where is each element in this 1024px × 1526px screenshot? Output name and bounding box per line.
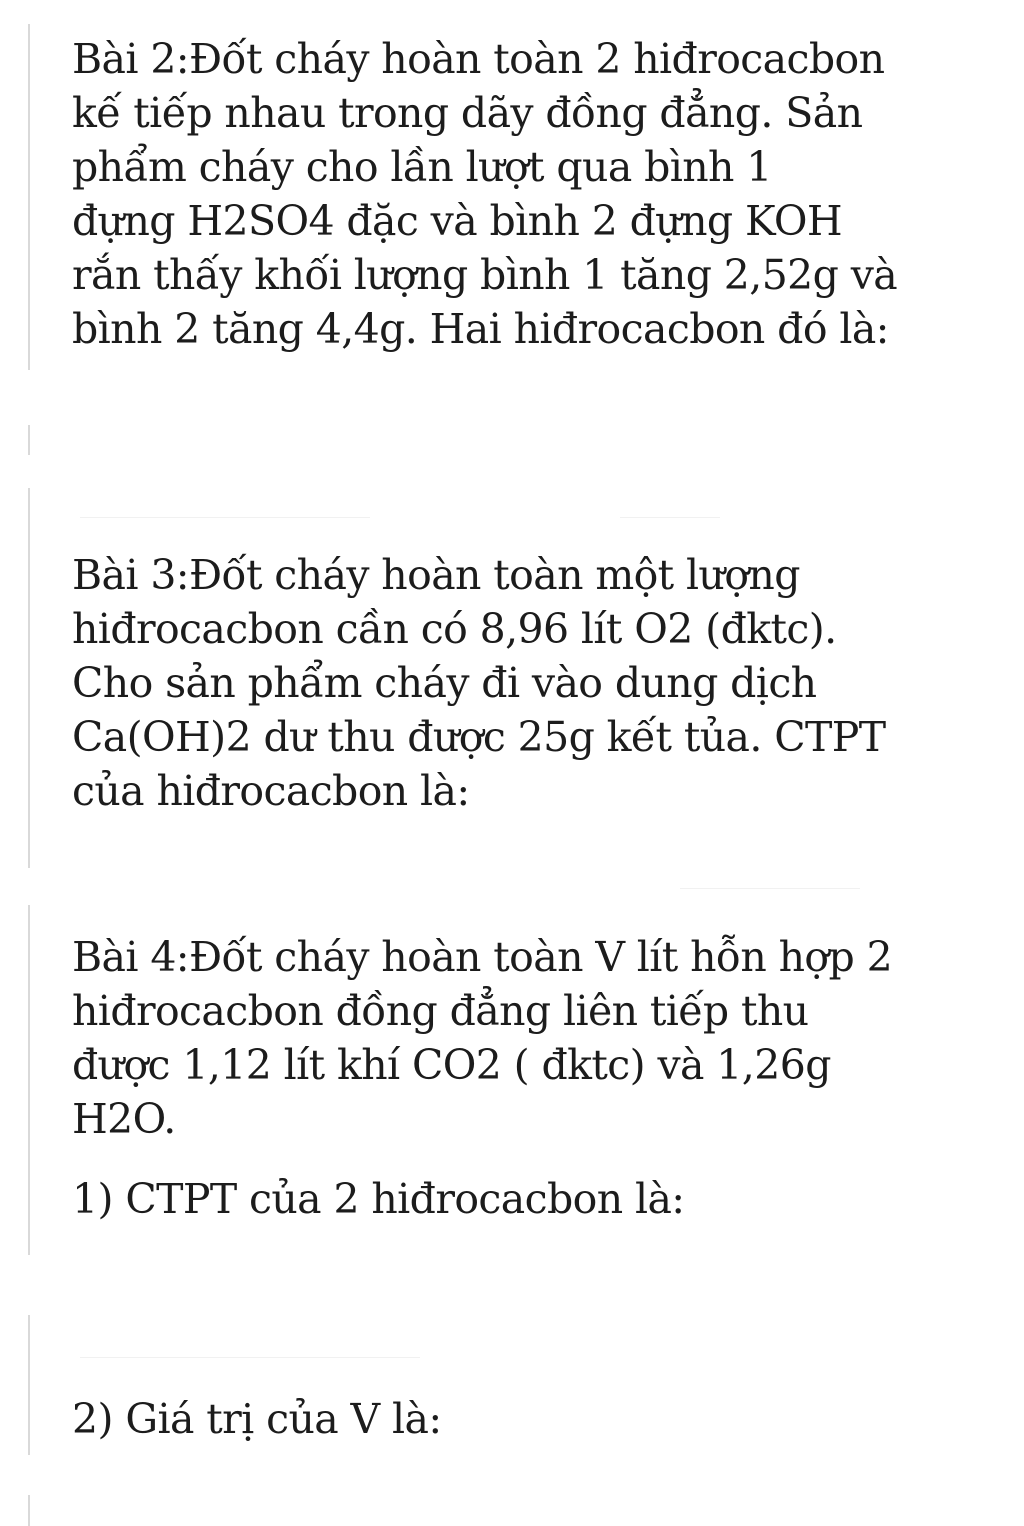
- problem-4-text: [72, 930, 972, 1146]
- text-line: Bài 2:Đốt cháy hoàn toàn 2 hiđrocacbon: [72, 35, 885, 83]
- left-edge-bar: [28, 425, 30, 455]
- text-line: bình 2 tăng 4,4g. Hai hiđrocacbon đó là:: [72, 305, 889, 353]
- text-line: đựng H2SO4 đặc và bình 2 đựng KOH: [72, 197, 843, 245]
- text-line: của hiđrocacbon là:: [72, 767, 470, 815]
- problem-4-question-2: 2) Giá trị của V là:: [72, 1395, 442, 1443]
- text-line: Bài 3:Đốt cháy hoàn toàn một lượng: [72, 551, 800, 599]
- faint-divider: [80, 517, 370, 518]
- left-edge-bar: [28, 24, 30, 370]
- text-line: được 1,12 lít khí CO2 ( đktc) và 1,26g: [72, 1041, 831, 1089]
- text-line: Ca(OH)2 dư thu được 25g kết tủa. CTPT: [72, 713, 886, 761]
- left-edge-bar: [28, 1495, 30, 1526]
- problem-2-text: [72, 32, 972, 356]
- text-line: hiđrocacbon đồng đẳng liên tiếp thu: [72, 987, 809, 1035]
- problem-4-question-1: 1) CTPT của 2 hiđrocacbon là:: [72, 1175, 685, 1223]
- text-line: kế tiếp nhau trong dãy đồng đẳng. Sản: [72, 89, 863, 137]
- faint-divider: [80, 1357, 420, 1358]
- text-line: Cho sản phẩm cháy đi vào dung dịch: [72, 659, 817, 707]
- faint-divider: [680, 888, 860, 889]
- text-line: H2O.: [72, 1095, 176, 1143]
- text-line: rắn thấy khối lượng bình 1 tăng 2,52g và: [72, 251, 898, 299]
- faint-divider: [620, 517, 720, 518]
- left-edge-bar: [28, 905, 30, 1255]
- text-line: Bài 4:Đốt cháy hoàn toàn V lít hỗn hợp 2: [72, 933, 893, 981]
- problem-3-text: [72, 548, 972, 818]
- text-line: hiđrocacbon cần có 8,96 lít O2 (đktc).: [72, 605, 837, 653]
- left-edge-bar: [28, 1315, 30, 1455]
- text-line: phẩm cháy cho lần lượt qua bình 1: [72, 143, 772, 191]
- left-edge-bar: [28, 488, 30, 868]
